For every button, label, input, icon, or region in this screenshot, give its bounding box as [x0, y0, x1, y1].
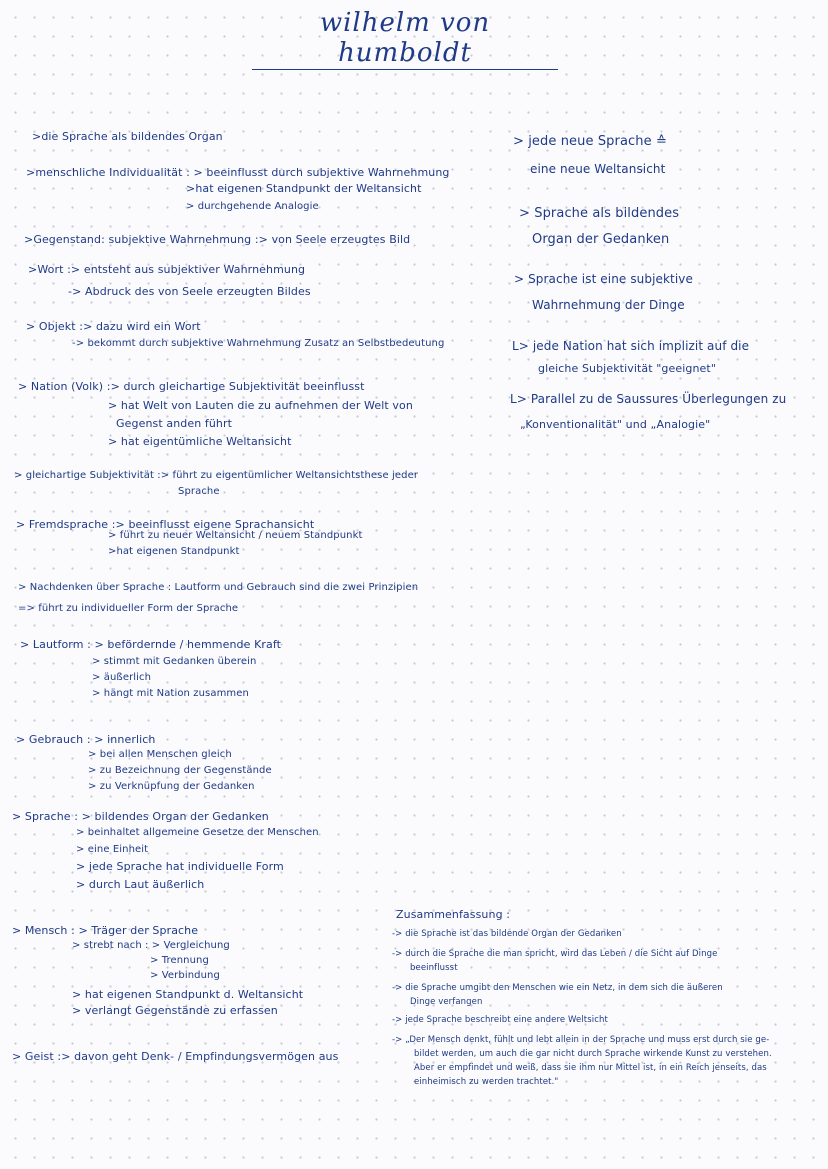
summary-heading: Zusammenfassung : — [396, 908, 511, 921]
right-note-line: > Sprache als bildendes — [519, 206, 680, 221]
right-note-line: > Sprache ist eine subjektive — [514, 272, 693, 286]
summary-line: Aber er empfindet und weiß, dass sie ihm nur Mittel ist, in ein Reich jenseits, das — [414, 1063, 767, 1073]
note-line: > Fremdsprache :> beeinflusst eigene Sprachansicht — [16, 518, 315, 531]
note-line: > gleichartige Subjektivität :> führt zu eigentümlicher Weltansichtsthese jeder — [14, 470, 419, 481]
right-note-line: Wahrnehmung der Dinge — [532, 298, 685, 312]
note-line: > Gebrauch : > innerlich — [16, 733, 156, 746]
note-line: >hat eigenen Standpunkt der Weltansicht — [186, 182, 422, 195]
right-note-line: L> jede Nation hat sich implizit auf die — [512, 339, 750, 353]
note-line: > Objekt :> dazu wird ein Wort — [26, 320, 201, 333]
note-line: > Lautform : > befördernde / hemmende Kraft — [20, 638, 282, 651]
summary-line: Dinge verfangen — [410, 997, 483, 1007]
summary-line: beeinflusst — [410, 963, 458, 973]
summary-line: bildet werden, um auch die gar nicht durch Sprache wirkende Kunst zu verstehen. — [414, 1049, 772, 1059]
note-line: -> bekommt durch subjektive Wahrnehmung Zusatz an Selbstbedeutung — [72, 338, 445, 349]
note-line: > führt zu neuer Weltansicht / neuem Standpunkt — [108, 530, 363, 541]
summary-line: -> durch die Sprache die man spricht, wird das Leben / die Sicht auf Dinge — [392, 949, 718, 959]
note-line: > stimmt mit Gedanken überein — [92, 656, 257, 667]
summary-line: -> „Der Mensch denkt, fühlt und lebt allein in der Sprache und muss erst durch sie ge- — [392, 1035, 770, 1045]
note-line: >Gegenstand: subjektive Wahrnehmung :> von Seele erzeugtes Bild — [24, 233, 411, 246]
note-line: > verlangt Gegenstände zu erfassen — [72, 1004, 278, 1017]
note-line: >die Sprache als bildendes Organ — [32, 130, 223, 143]
note-line: > jede Sprache hat individuelle Form — [76, 860, 284, 873]
note-line: > zu Verknüpfung der Gedanken — [88, 781, 255, 792]
note-line: >Wort :> entsteht aus subjektiver Wahrnehmung — [28, 263, 306, 276]
note-line: > Mensch : > Träger der Sprache — [12, 924, 199, 937]
note-line: Sprache — [178, 486, 220, 497]
note-line: > Trennung — [150, 955, 209, 966]
note-line: >hat eigenen Standpunkt — [108, 546, 240, 557]
note-line: > hat eigenen Standpunkt d. Weltansicht — [72, 988, 304, 1001]
note-line: > durchgehende Analogie — [186, 201, 319, 212]
note-line: => führt zu individueller Form der Sprache — [18, 603, 239, 614]
right-note-line: L> Parallel zu de Saussures Überlegungen zu — [510, 392, 787, 406]
right-note-line: Organ der Gedanken — [532, 232, 670, 247]
note-line: > durch Laut äußerlich — [76, 878, 205, 891]
page-title: wilhelm von humboldt — [252, 8, 558, 70]
note-line: > Sprache : > bildendes Organ der Gedanken — [12, 810, 269, 823]
note-line: > eine Einheit — [76, 844, 149, 855]
note-line: > beinhaltet allgemeine Gesetze der Menschen — [76, 827, 319, 838]
note-line: > hat Welt von Lauten die zu aufnehmen der Welt von — [108, 399, 413, 412]
note-line: Gegenst anden führt — [116, 417, 233, 430]
summary-line: -> jede Sprache beschreibt eine andere Weltsicht — [392, 1015, 608, 1025]
right-note-line: gleiche Subjektivität "geeignet" — [538, 362, 717, 375]
note-line: > Nachdenken über Sprache : Lautform und Gebrauch sind die zwei Prinzipien — [18, 582, 419, 593]
note-line: >menschliche Individualität : > beeinflusst durch subjektive Wahrnehmung — [26, 166, 450, 179]
note-line: > hat eigentümliche Weltansicht — [108, 435, 292, 448]
summary-line: -> die Sprache umgibt den Menschen wie ein Netz, in dem sich die äußeren — [392, 983, 723, 993]
right-note-line: „Konventionalität" und „Analogie" — [520, 418, 711, 431]
note-line: > bei allen Menschen gleich — [88, 749, 232, 760]
note-line: > Geist :> davon geht Denk- / Empfindungsvermögen aus — [12, 1050, 339, 1063]
note-line: > äußerlich — [92, 672, 152, 683]
note-line: > zu Bezeichnung der Gegenstände — [88, 765, 272, 776]
right-note-line: > jede neue Sprache ≙ — [513, 134, 667, 149]
right-note-line: eine neue Weltansicht — [530, 162, 666, 176]
note-line: > Verbindung — [150, 970, 220, 981]
note-line: > strebt nach : > Vergleichung — [72, 940, 230, 951]
note-line: > hängt mit Nation zusammen — [92, 688, 249, 699]
summary-line: einheimisch zu werden trachtet." — [414, 1077, 559, 1087]
note-line: -> Abdruck des von Seele erzeugten Bildes — [68, 285, 311, 298]
note-line: > Nation (Volk) :> durch gleichartige Subjektivität beeinflusst — [18, 380, 365, 393]
summary-line: -> die Sprache ist das bildende Organ der Gedanken — [392, 929, 622, 939]
